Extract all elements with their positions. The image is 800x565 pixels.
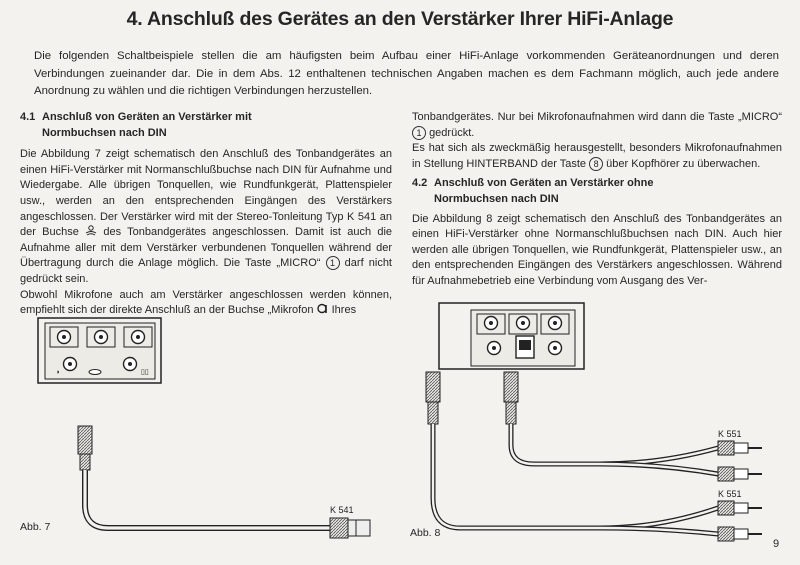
- section-4-2-heading-line1: Anschluß von Geräten an Verstärker ohne: [434, 177, 654, 190]
- socket-bottom-middle: [89, 370, 101, 375]
- tape-recorder-socket-panel: [38, 318, 161, 383]
- section-4-2-heading-line2: Normbuchsen nach DIN: [434, 192, 559, 205]
- svg-text:◗: ◗: [56, 369, 61, 376]
- section-4-2-paragraph-1: Die Abbildung 8 zeigt schematisch den Anschluß des Tonbandgerätes an einen HiFi-Verstärker ohne Normanschlußbuchsen nach DIN. Auch hier werden alle übrigen Tonquellen, wie Rundfunkgerät, Plattenspieler usw., an den entsprechenden Eingängen des Verstärkers angeschlossen. Während für Aufnahmebetrieb eine Verbindung vom Ausgang des Ver-: [412, 212, 782, 287]
- cable-k551-top: [511, 424, 718, 474]
- intro-text: Die folgenden Schaltbeispiele stellen die am häufigsten beim Aufbau einer HiFi-Anlage vorkommenden Geräteanordnungen und deren Verbindungen zueinander dar. Die in dem Abs. 12 enthaltenen technischen Angaben machen es dem Fachmann möglich, auch jede andere Anordnung zu wählen und die richtigen Verbindungen herzustellen.: [34, 50, 779, 97]
- paragraph-text: Die Abbildung 7 zeigt schematisch den Anschluß des Tonbandgerätes an einen HiFi-Verstärker mit Normanschlußbuchse nach DIN für Aufnahme und Wiedergabe. Alle übrigen Tonquellen, wie Rundfunkgerät, Plattenspieler usw., werden an den entsprechenden Eingängen des Verstärkers angeschlossen. Der Verstärker wird mit der Stereo-Tonleitung Typ K 541 an der Buchse: [20, 148, 392, 239]
- section-4-2-number: 4.2: [412, 177, 428, 190]
- cable-k541: [85, 470, 330, 528]
- page-number: 9: [773, 538, 780, 550]
- din-plug-right: [504, 372, 518, 424]
- fig8-cable-label-top: K 551: [718, 429, 742, 439]
- paragraph-text: darf nicht gedrückt sein.: [20, 257, 392, 285]
- paragraph-text: Tonbandgerätes. Nur bei Mikrofonaufnahmen wird dann die Taste „MICRO“: [412, 111, 782, 123]
- paragraph-text: Es hat sich als zweckmäßig herausgestellt, besonders Mikrofonaufnahmen in Stellung HINTERBAND der Taste: [412, 142, 782, 170]
- section-4-1-heading-line2: Normbuchsen nach DIN: [42, 126, 167, 139]
- section-4-1-number: 4.1: [20, 111, 36, 123]
- figure-8: [426, 303, 762, 541]
- paragraph-text: Obwohl Mikrofone auch am Verstärker angeschlossen werden können, empfiehlt sich der direkte Anschluß an der Buchse „Mikrofon: [20, 288, 392, 317]
- paragraph-text: über Kopfhörer zu überwachen.: [606, 157, 761, 170]
- socket-bottom-middle: [516, 336, 534, 358]
- badge-1: 1: [412, 126, 426, 140]
- rca-plug-2: [718, 467, 762, 481]
- figure-7: [38, 318, 370, 538]
- rca-plug-1: [718, 441, 762, 455]
- rca-plug-4: [718, 527, 762, 541]
- badge-1: 1: [326, 256, 340, 270]
- fig8-cable-label-bottom: K 551: [718, 489, 742, 499]
- svg-text:▯▯: ▯▯: [141, 369, 149, 376]
- socket-bottom-left: [488, 342, 501, 355]
- socket-bottom-right: [549, 342, 562, 355]
- rca-plug-3: [718, 501, 762, 515]
- section-4-1-heading-line1: Anschluß von Geräten an Verstärker mit: [42, 111, 252, 123]
- page-title: 4. Anschluß des Gerätes an den Verstärker Ihrer HiFi-Anlage: [126, 8, 674, 30]
- din-plug: [78, 426, 92, 470]
- paragraph-text: des Tonbandgerätes angeschlossen. Damit ist auch die Aufnahme aller mit dem Verstärker verbundenen Tonquellen während der Übertragung durch die Anlage möglich. Die Taste „MICRO“: [20, 226, 393, 270]
- fig8-caption: Abb. 8: [410, 527, 441, 539]
- fig7-cable-label: K 541: [330, 505, 354, 515]
- paragraph-text: gedrückt.: [429, 126, 475, 139]
- paragraph-text: Ihres: [331, 304, 357, 317]
- din-plug-end: [330, 518, 370, 538]
- badge-8: 8: [589, 157, 603, 171]
- fig7-caption: Abb. 7: [20, 521, 51, 533]
- din-plug-left: [426, 372, 440, 424]
- cable-k551-bottom: [433, 424, 718, 534]
